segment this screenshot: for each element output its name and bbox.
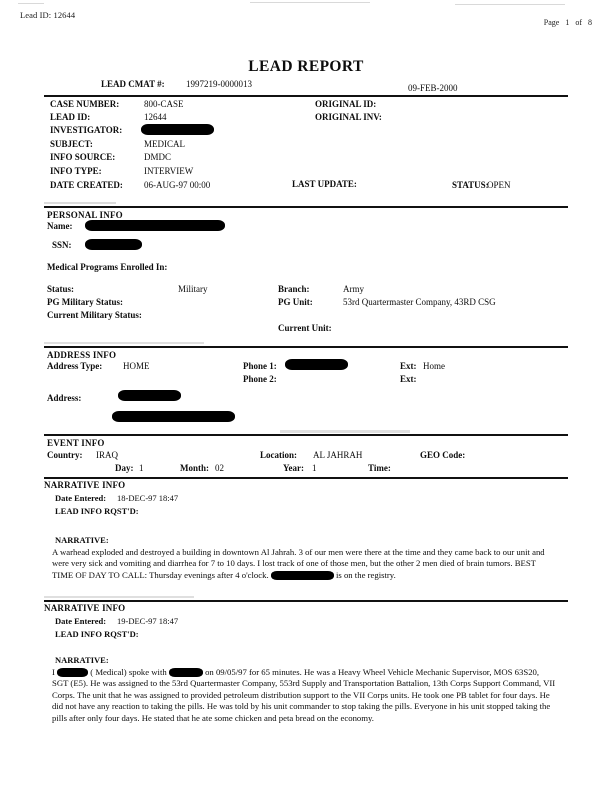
address-line1-redaction bbox=[118, 390, 181, 401]
year-value: 1 bbox=[312, 463, 317, 473]
ext1-value: Home bbox=[423, 361, 445, 371]
narrative-2-text-part2: ( Medical) spoke with bbox=[90, 667, 167, 677]
name-redaction bbox=[85, 220, 225, 231]
phone1-redaction bbox=[285, 359, 348, 370]
case-number-value: 800-CASE bbox=[144, 99, 184, 109]
pg-unit-label: PG Unit: bbox=[278, 297, 313, 307]
subject-value: MEDICAL bbox=[144, 139, 185, 149]
address-type-value: HOME bbox=[123, 361, 150, 371]
name-label: Name: bbox=[47, 221, 73, 231]
info-source-label: INFO SOURCE: bbox=[50, 152, 116, 162]
narrative-2-heading: NARRATIVE INFO bbox=[44, 603, 126, 613]
country-label: Country: bbox=[47, 450, 83, 460]
page-current: 1 bbox=[565, 18, 570, 27]
address-label: Address: bbox=[47, 393, 82, 403]
ext1-label: Ext: bbox=[400, 361, 417, 371]
info-type-value: INTERVIEW bbox=[144, 166, 194, 176]
running-header bbox=[0, 10, 612, 28]
divider-personal-info bbox=[44, 206, 568, 208]
divider-event-info bbox=[44, 434, 568, 436]
scan-artifact bbox=[455, 4, 565, 5]
date-created-value: 06-AUG-97 00:00 bbox=[144, 180, 211, 190]
case-number-label: CASE NUMBER: bbox=[50, 99, 120, 109]
report-date: 09-FEB-2000 bbox=[408, 83, 458, 93]
narrative-2-date-entered-label: Date Entered: bbox=[55, 616, 107, 626]
scan-artifact bbox=[18, 3, 44, 4]
divider-narrative-2 bbox=[44, 600, 568, 602]
date-created-label: DATE CREATED: bbox=[50, 180, 123, 190]
narrative-1-redaction bbox=[271, 571, 334, 580]
original-id-label: ORIGINAL ID: bbox=[315, 99, 377, 109]
investigator-redaction bbox=[141, 124, 214, 135]
info-type-label: INFO TYPE: bbox=[50, 166, 102, 176]
month-label: Month: bbox=[180, 463, 209, 473]
scan-artifact bbox=[280, 430, 410, 433]
status-label: STATUS: bbox=[452, 180, 489, 190]
status-field-value: Military bbox=[178, 284, 208, 294]
last-update-label: LAST UPDATE: bbox=[292, 179, 357, 189]
ssn-label: SSN: bbox=[52, 240, 72, 250]
location-value: AL JAHRAH bbox=[313, 450, 363, 460]
branch-value: Army bbox=[343, 284, 364, 294]
phone2-label: Phone 2: bbox=[243, 374, 277, 384]
address-line2-redaction bbox=[112, 411, 235, 422]
current-unit-label: Current Unit: bbox=[278, 323, 332, 333]
narrative-1-text bbox=[52, 547, 552, 581]
current-military-status-label: Current Military Status: bbox=[47, 310, 142, 320]
event-info-heading: EVENT INFO bbox=[47, 438, 105, 448]
location-label: Location: bbox=[260, 450, 297, 460]
original-inv-label: ORIGINAL INV: bbox=[315, 112, 382, 122]
divider-top bbox=[44, 95, 568, 97]
narrative-1-lead-info-rqstd-label: LEAD INFO RQST'D: bbox=[55, 506, 139, 516]
narrative-2-redaction-2 bbox=[169, 668, 203, 677]
address-info-heading: ADDRESS INFO bbox=[47, 350, 117, 360]
page-word: Page bbox=[543, 18, 560, 27]
divider-narrative-1 bbox=[44, 477, 568, 479]
narrative-1-heading: NARRATIVE INFO bbox=[44, 480, 126, 490]
medical-programs-label: Medical Programs Enrolled In: bbox=[47, 262, 168, 272]
divider-address-info bbox=[44, 346, 568, 348]
narrative-2-label: NARRATIVE: bbox=[55, 655, 109, 665]
lead-cmat-label: LEAD CMAT #: bbox=[101, 79, 165, 89]
pg-unit-value: 53rd Quartermaster Company, 43RD CSG bbox=[343, 297, 496, 307]
ext2-label: Ext: bbox=[400, 374, 417, 384]
narrative-1-text-part2: is on the registry. bbox=[335, 569, 396, 580]
geo-code-label: GEO Code: bbox=[420, 450, 466, 460]
personal-info-heading: PERSONAL INFO bbox=[47, 210, 123, 220]
narrative-2-date-entered-value: 19-DEC-97 18:47 bbox=[117, 616, 179, 626]
narrative-1-text-part1: A warhead exploded and destroyed a building in downtown Al Jahrah. 3 of our men were there at the time and they came back to our unit and were very sick and vomiting and diarrhea for 7 to 10 days. I lost track of one of those men, but the other 2 men died of brain tumors. BEST TIME OF DAY TO CALL: Thursday evenings after 4 o'clock. bbox=[52, 547, 545, 580]
scan-artifact bbox=[250, 2, 370, 3]
lead-id-value: 12644 bbox=[144, 112, 167, 122]
ssn-redaction bbox=[85, 239, 142, 250]
narrative-2-text bbox=[52, 667, 557, 724]
day-label: Day: bbox=[115, 463, 134, 473]
scan-artifact bbox=[44, 596, 194, 598]
narrative-2-text-part3: on 09/05/97 for 65 minutes. He was a Heavy Wheel Vehicle Mechanic Supervisor, MOS 63S20, SGT (E5). He was assigned to the 53rd Quartermaster Company, 553rd Supply and Transportation Battalion, 13th Corps Support Command, VII Corps. The unit that he was assigned to provided petroleum distribution support to the VII Corps units. He took one PB tablet for four days. He did not have any reaction to taking the pills. He was told by his unit commander to stop taking the pills. Everyone in his unit stopped taking the pills after only four days. He stated that he ate some chicken and peta bread on the economy. bbox=[52, 667, 556, 723]
lead-cmat-value: 1997219-0000013 bbox=[186, 79, 252, 89]
narrative-2-redaction-1 bbox=[57, 668, 88, 677]
narrative-1-label: NARRATIVE: bbox=[55, 535, 109, 545]
status-value: OPEN bbox=[487, 180, 511, 190]
narrative-1-date-entered-value: 18-DEC-97 18:47 bbox=[117, 493, 179, 503]
subject-label: SUBJECT: bbox=[50, 139, 93, 149]
narrative-2-lead-info-rqstd-label: LEAD INFO RQST'D: bbox=[55, 629, 139, 639]
address-type-label: Address Type: bbox=[47, 361, 103, 371]
investigator-label: INVESTIGATOR: bbox=[50, 125, 123, 135]
narrative-2-text-part1: I bbox=[52, 667, 55, 677]
lead-id-label: LEAD ID: bbox=[50, 112, 91, 122]
day-value: 1 bbox=[139, 463, 144, 473]
phone1-label: Phone 1: bbox=[243, 361, 277, 371]
country-value: IRAQ bbox=[96, 450, 118, 460]
status-field-label: Status: bbox=[47, 284, 75, 294]
page-of-word: of bbox=[575, 18, 582, 27]
header-lead-id-value: 12644 bbox=[53, 10, 76, 20]
header-lead-id-label: Lead ID: bbox=[20, 10, 52, 20]
header-lead-id bbox=[20, 10, 75, 20]
page-total: 8 bbox=[588, 18, 592, 27]
scan-artifact bbox=[44, 342, 204, 344]
year-label: Year: bbox=[283, 463, 304, 473]
time-label: Time: bbox=[368, 463, 391, 473]
pg-military-status-label: PG Military Status: bbox=[47, 297, 123, 307]
scan-artifact bbox=[44, 202, 116, 204]
page-number bbox=[542, 18, 594, 27]
narrative-1-date-entered-label: Date Entered: bbox=[55, 493, 107, 503]
branch-label: Branch: bbox=[278, 284, 310, 294]
lead-cmat-row bbox=[0, 79, 612, 93]
info-source-value: DMDC bbox=[144, 152, 172, 162]
month-value: 02 bbox=[215, 463, 224, 473]
page-title: LEAD REPORT bbox=[248, 58, 364, 75]
